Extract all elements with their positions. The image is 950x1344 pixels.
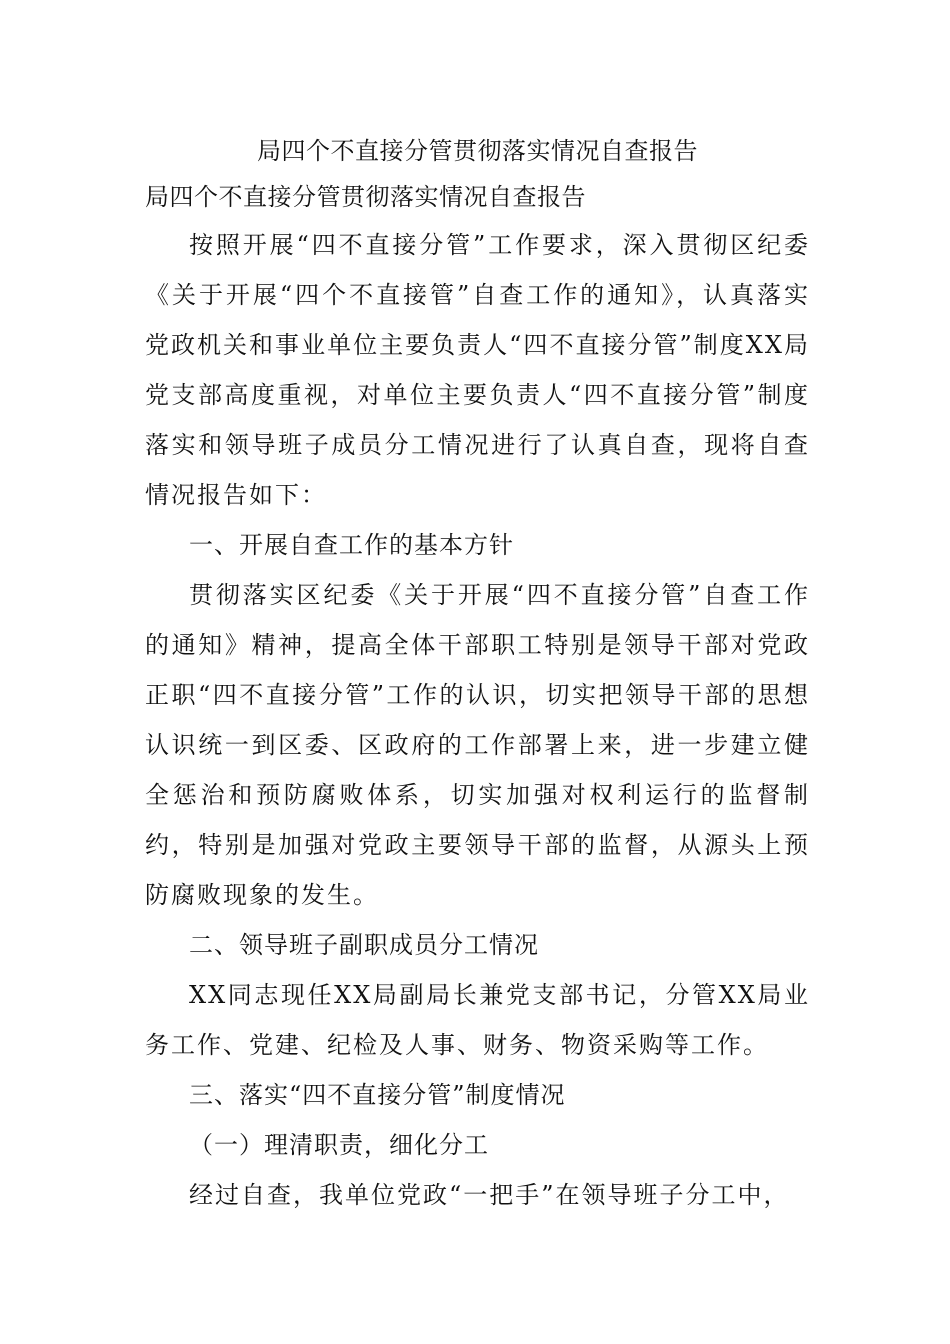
section-1-heading: 一、开展自查工作的基本方针 (189, 531, 514, 559)
section-3-paragraph: 经过自查，我单位党政“一把手”在领导班子分工中， (189, 1181, 790, 1209)
section-3-heading: 三、落实“四不直接分管”制度情况 (189, 1081, 566, 1109)
document-title: 局四个不直接分管贯彻落实情况自查报告 (257, 137, 698, 165)
section-3-subheading-1: （一）理清职责，细化分工 (189, 1131, 489, 1159)
section-1-paragraph: 贯彻落实区纪委《关于开展“四不直接分管”自查工作的通知》精神，提高全体干部职工特别是领导干部对党政正职“四不直接分管”工作的认识，切实把领导干部的思想认识统一到区委、区政府的工作部署上来，进一步建立健全惩治和预防腐败体系，切实加强对权利运行的监督制约，特别是加强对党政主要领导干部的监督，从源头上预防腐败现象的发生。 (145, 581, 810, 909)
document-body (145, 128, 810, 1220)
intro-paragraph: 按照开展“四不直接分管”工作要求，深入贯彻区纪委《关于开展“四个不直接管”自查工作的通知》，认真落实党政机关和事业单位主要负责人“四不直接分管”制度XX局党支部高度重视，对单位主要负责人“四不直接分管”制度落实和领导班子成员分工情况进行了认真自查，现将自查情况报告如下： (145, 231, 810, 509)
section-2-paragraph: XX同志现任XX局副局长兼党支部书记，分管XX局业务工作、党建、纪检及人事、财务、物资采购等工作。 (145, 981, 810, 1059)
section-2-heading: 二、领导班子副职成员分工情况 (189, 931, 539, 959)
document-subtitle: 局四个不直接分管贯彻落实情况自查报告 (145, 183, 586, 211)
